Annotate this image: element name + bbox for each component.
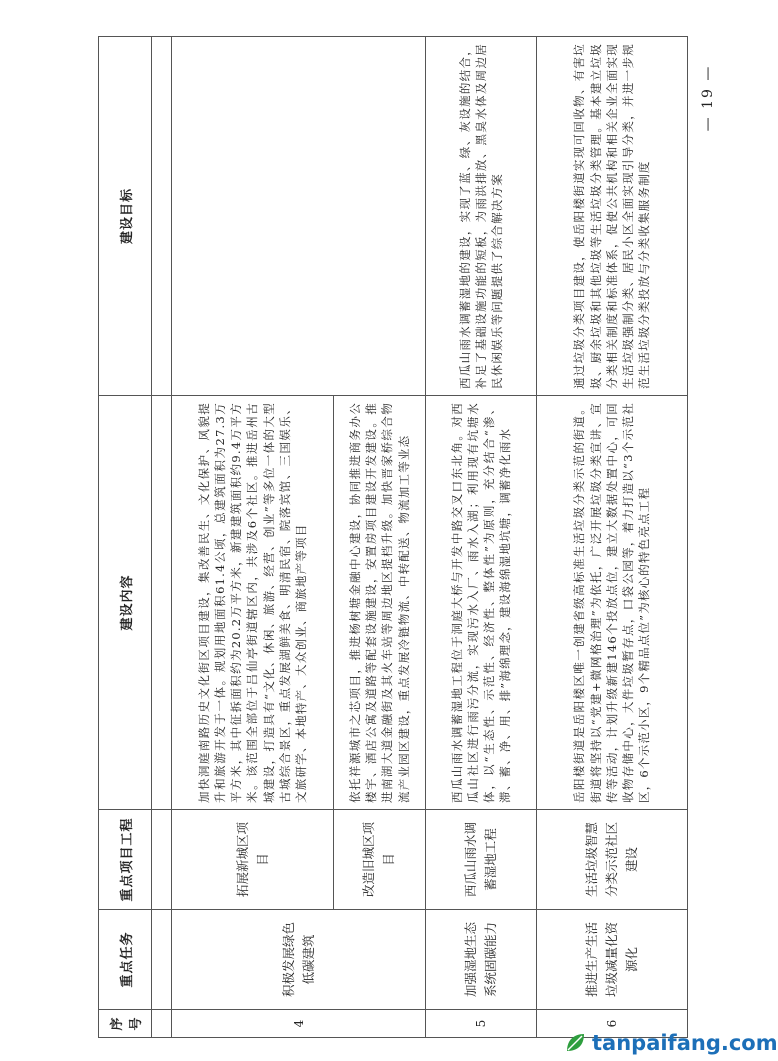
green-leaf-icon [563, 1031, 587, 1055]
header-no: 序号 [99, 1010, 152, 1038]
row-content: 岳阳楼街道是岳阳楼区唯一创建省级高标准生活垃圾分类示范的街道。街道将坚持以“党建+微网格治理”为依托，广泛开展垃圾分类宣讲、宣传等活动，计划升级新建146个投放点位，建立大数据处置中心，可回收物存储中心，大件垃圾暂存点，口袋公园等，着力打造以“3个示范社区，6个示范小区，9个精品点位”为核心的特色亮点工程 [536, 396, 687, 810]
row-content: 西瓜山雨水调蓄湿地工程位于洞庭大桥与开发中路交叉口东北角。对西瓜山社区进行雨污分流，实现污水入厂、雨水入湖；利用现有坑塘水体，以“生态性、示范性、经济性、整体性”为原则，充分结合“渗、滞、蓄、净、用、排”海绵理念，建设海绵湿地坑塘，调蓄净化雨水 [426, 396, 537, 810]
row-no: 4 [172, 1010, 426, 1038]
header-task: 重点任务 [99, 910, 152, 1010]
header-content: 建设内容 [99, 396, 152, 810]
row-goal [172, 37, 426, 396]
row-task: 推进生产生活垃圾减量化资源化 [536, 910, 687, 1010]
row-project: 西瓜山雨水调蓄湿地工程 [426, 810, 537, 910]
row-no: 5 [426, 1010, 537, 1038]
table-row [152, 37, 172, 1038]
row-project: 改造旧城区项目 [333, 810, 426, 910]
table-row [172, 37, 333, 1038]
watermark-logo [563, 1030, 778, 1056]
row-task: 积极发展绿色低碳建筑 [172, 910, 426, 1010]
row-project [152, 810, 172, 910]
row-project: 生活垃圾智慧分类示范社区建设 [536, 810, 687, 910]
row-content: 加快洞庭南路历史文化街区项目建设，集改善民生、文化保护、风貌提升和旅游开发于一体。规划用地面积61.4公顷，总建筑面积为27.3万平方米，其中征拆面积约为20.2万平方米，新建建筑面积约9.4万平方米。该范围全部位于吕仙亭街道辖区内，共涉及6个社区。推进岳州古城建设，打造具有“文化、休闲、旅游、经营、创业”等多位一体的大型古城综合景区，重点发展湖鲜美食、明清民宿、院落宾馆、三国娱乐、文旅研学、本地特产、大众创业、商旅地产等项目 [172, 396, 333, 810]
header-goal: 建设目标 [99, 37, 152, 396]
row-content: 依托祥源城市之芯项目，推进杨树塘金融中心建设，协同推进商务办公楼宇、酒店公寓及道路等配套设施建设，安置房项目建设开发建设。推进南湖大道金融街及其火车站等周边地区提档升级。加快晋家桥综合物流产业园区建设，重点发展冷链物流、中转配送、物流加工等业态 [333, 396, 426, 810]
row-project: 拓展新城区项目 [172, 810, 333, 910]
table-row [536, 37, 687, 1038]
header-row [99, 37, 152, 1038]
row-no [152, 1010, 172, 1038]
table-row [426, 37, 537, 1038]
watermark-text: tanpaifang.com [592, 1031, 778, 1055]
header-project: 重点项目工程 [99, 810, 152, 910]
row-content [152, 396, 172, 810]
row-goal [152, 37, 172, 396]
row-goal: 通过垃圾分类项目建设，使岳阳楼街道实现可回收物、有害垃圾、厨余垃圾和其他垃圾等生活垃圾分类管理。基本建立垃圾分类相关制度和标准体系，促使公共机构和相关企业全面实现生活垃圾强制分类、居民小区全面实现引导分类，并进一步规范生活垃圾分类投放与分类收集服务制度 [536, 37, 687, 396]
row-goal: 西瓜山雨水调蓄湿地的建设，实现了蓝、绿、灰设施的结合，补足了基础设施功能的短板，为雨洪排放、黑臭水体及周边居民休闲娱乐等问题提供了综合解决方案 [426, 37, 537, 396]
project-table [98, 36, 688, 1038]
row-task [152, 910, 172, 1010]
row-no: 6 [536, 1010, 687, 1038]
row-task: 加强湿地生态系统固碳能力 [426, 910, 537, 1010]
page-number: — 19 — [700, 64, 716, 132]
